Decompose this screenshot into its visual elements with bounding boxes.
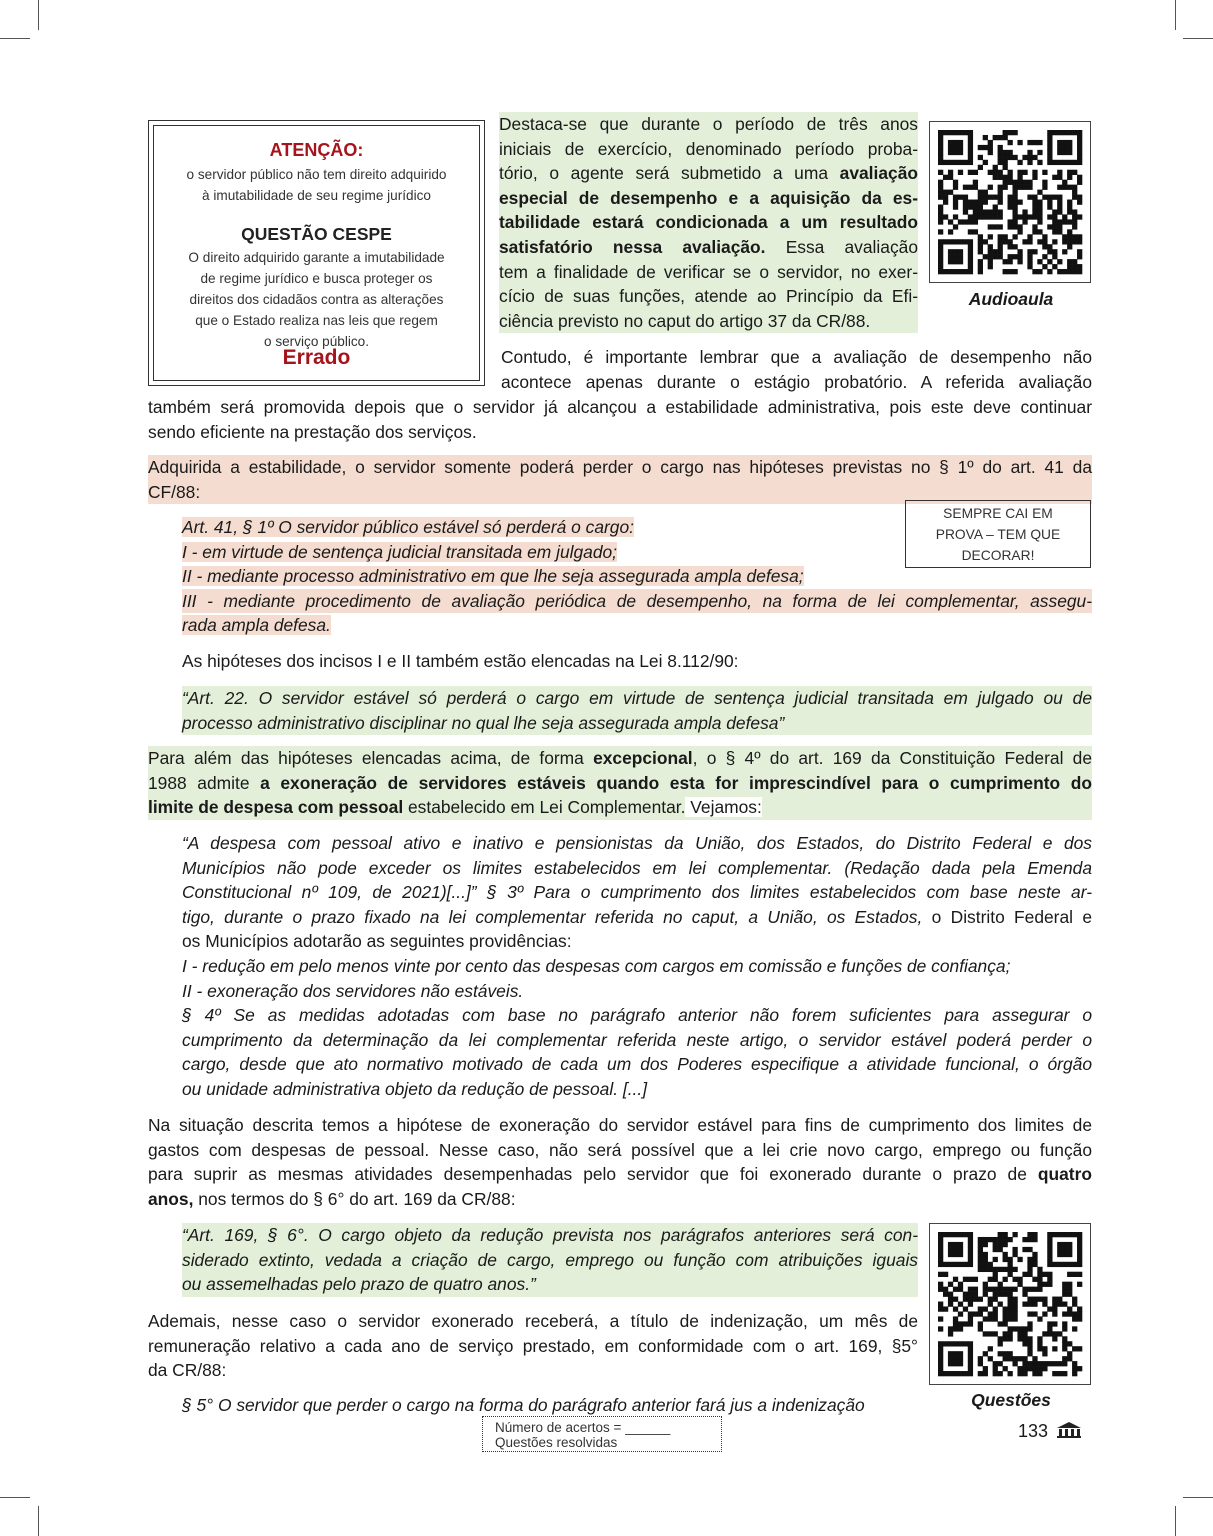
crop-mark — [1175, 0, 1176, 30]
paragraph-estagio: Destaca-se que durante o período de três anos iniciais de exercício, denominado período proba- tório, o agente será submetido a uma avaliação especial de desempenho e a aquisição da es- tabilidade estará condicionada a um resultado satisfatório nessa avaliação. Essa avaliação tem a finalidade de verificar se o servidor, no exer- cício de suas funções, atende ao Princípio da Efi- ciência previsto no caput do artigo 37 da CR/88. — [499, 112, 918, 333]
crop-mark — [1183, 38, 1213, 39]
qr-code-audioaula[interactable] — [929, 121, 1091, 283]
crop-mark — [0, 38, 30, 39]
paragraph-lei8112: As hipóteses dos incisos I e II também estão elencadas na Lei 8.112/90: — [182, 651, 739, 671]
qr-caption-questoes: Questões — [971, 1390, 1051, 1410]
attention-title: ATENÇÃO: — [269, 140, 364, 160]
crop-mark — [38, 1506, 39, 1536]
quote-art169-5: § 5° O servidor que perder o cargo na forma do parágrafo anterior fará jus a indenização — [182, 1395, 865, 1415]
attention-text: o servidor público não tem direito adquirido à imutabilidade de seu regime jurídico — [186, 167, 447, 203]
callout-sempre-cai: SEMPRE CAI EM PROVA – TEM QUE DECORAR! — [905, 500, 1091, 568]
question-answer: Errado — [282, 346, 351, 369]
question-title: QUESTÃO CESPE — [241, 224, 392, 244]
score-box: Número de acertos = ______ Questões resolvidas — [482, 1416, 722, 1452]
paragraph-exoneracao: Na situação descrita temos a hipótese de exoneração do servidor estável para fins de cumprimento dos limites de gastos com despesas de pessoal. Nesse caso, não será possível que a lei crie novo cargo, emprego ou função para suprir as mesmas atividades desempenhadas pelo servidor que foi exonerado durante o prazo de quatro anos, nos termos do § 6° do art. 169 da CR/88: — [148, 1115, 1092, 1209]
crop-mark — [0, 1497, 30, 1498]
attention-box — [148, 120, 485, 386]
paragraph-estabilidade: Adquirida a estabilidade, o servidor somente poderá perder o cargo nas hipóteses previstas no § 1º do art. 41 da CF/88: — [148, 455, 1092, 504]
crop-mark — [1175, 1506, 1176, 1536]
quote-art169-6: “Art. 169, § 6°. O cargo objeto da redução prevista nos parágrafos anteriores será con- siderado extinto, vedada a criação de cargo, emprego ou função com atribuições iguais ou assemelhadas pelo prazo de quatro anos.” — [182, 1223, 918, 1297]
building-icon — [1055, 1421, 1083, 1439]
paragraph-avaliacao: Contudo, é importante lembrar que a avaliação de desempenho não acontece apenas durante o estágio probatório. A referida avaliação — [501, 347, 1092, 392]
qr-caption-audioaula: Audioaula — [968, 289, 1054, 309]
paragraph-excepcional: Para além das hipóteses elencadas acima, de forma excepcional, o § 4º do art. 169 da Constituição Federal de 1988 admite a exoneração de servidores estáveis quando esta for imprescindível para o cumprimento do limite de despesa com pessoal estabelecido em Lei Complementar. Vejamos: — [148, 746, 1092, 820]
paragraph-indenizacao: Ademais, nesse caso o servidor exonerado receberá, a título de indenização, um mês de remuneração relativo a cada ano de serviço prestado, em conformidade com o art. 169, §5° da CR/88: — [148, 1311, 918, 1381]
page-number: 133 — [1018, 1421, 1083, 1442]
quote-art41: Art. 41, § 1º O servidor público estável só perderá o cargo: I - em virtude de sentença judicial transitada em julgado; II - mediante processo administrativo em que lhe seja assegurada ampla defesa; III - mediante procedimento de avaliação periódica de desempenho, na forma de lei complementar, assegu- rada ampla defesa. — [182, 517, 1092, 636]
quote-art169: “A despesa com pessoal ativo e inativo e pensionistas da União, dos Estados, do Distrito Federal e dos Municípios não pode exceder os limites estabelecidos em lei complementar. (Redação dada pela Emenda Constitucional nº 109, de 2021)[...]” § 3º Para o cumprimento dos limites estabelecidos com base neste ar- tigo, durante o prazo fixado na lei complementar referida no caput, a União, os Estados, o Distrito Federal e os Municípios adotarão as seguintes providências: I - redução em pelo menos vinte por cento das despesas com cargos em comissão e funções de confiança; II - exoneração dos servidores não estáveis. § 4º Se as medidas adotadas com base no parágrafo anterior não forem suficientes para assegurar o cumprimento da determinação da lei complementar referida neste artigo, o servidor estável poderá perder o cargo, desde que ato normativo motivado de cada um dos Poderes especifique a atividade funcional, o órgão ou unidade administrativa objeto da redução de pessoal. [...] — [182, 833, 1092, 1099]
qr-code-questoes[interactable] — [929, 1223, 1091, 1385]
crop-mark — [1183, 1497, 1213, 1498]
paragraph-avaliacao-cont: também será promovida depois que o servidor já alcançou a estabilidade administrativa, pois este deve continuar sendo eficiente na prestação dos serviços. — [148, 397, 1092, 442]
question-text: O direito adquirido garante a imutabilidade de regime jurídico e busca proteger os direitos dos cidadãos contra as alterações que o Estado realiza nas leis que regem o serviço público. — [188, 250, 445, 349]
crop-mark — [38, 0, 39, 30]
quote-art22: “Art. 22. O servidor estável só perderá o cargo em virtude de sentença judicial transitada em julgado ou de processo administrativo disciplinar no qual lhe seja assegurada ampla defesa” — [182, 686, 1092, 735]
